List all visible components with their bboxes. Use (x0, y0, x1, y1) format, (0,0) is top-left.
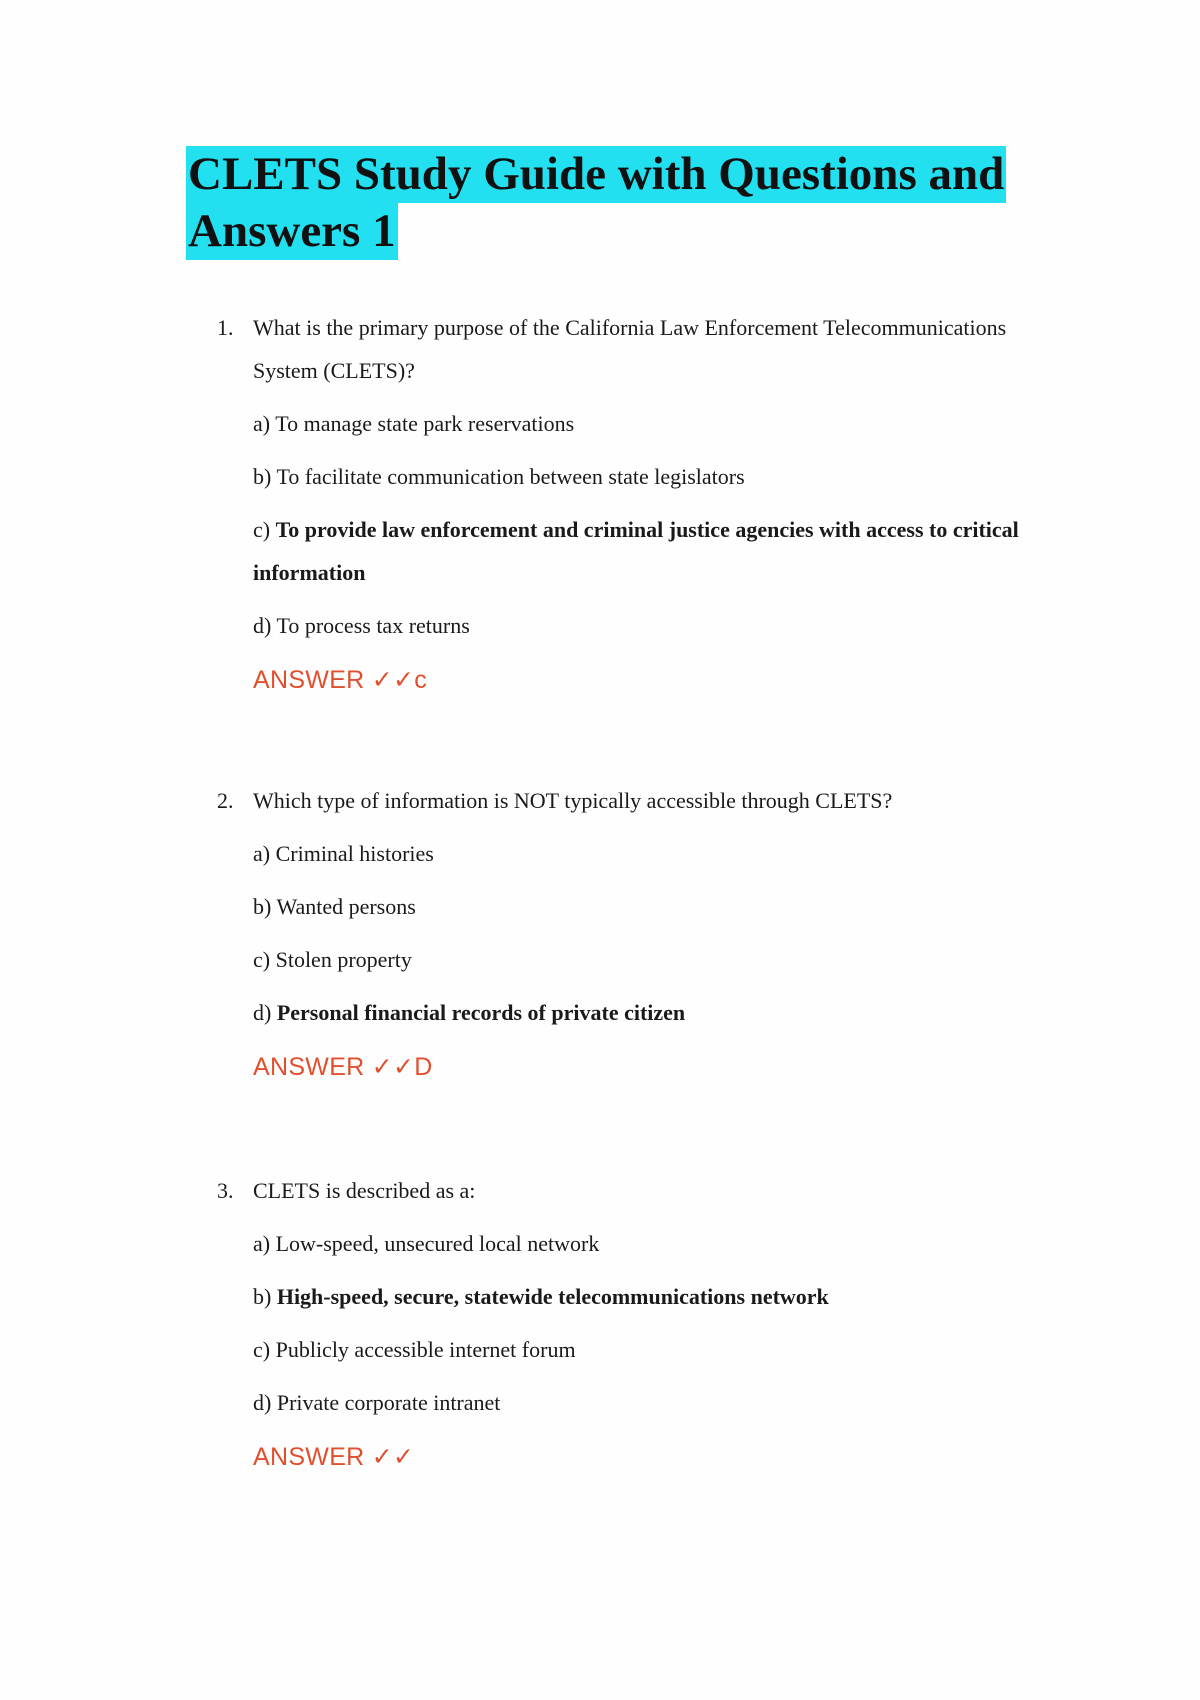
option-a (253, 402, 1037, 445)
option-letter: b) (253, 1284, 272, 1309)
question-text: Which type of information is NOT typically accessible through CLETS? (253, 788, 893, 813)
option-b (253, 885, 1037, 928)
option-letter: b) (253, 464, 272, 489)
option-d (253, 1381, 1037, 1424)
option-text: To provide law enforcement and criminal justice agencies with access to critical information (253, 517, 1019, 585)
option-letter: a) (253, 1231, 271, 1256)
question-number: 1. (217, 315, 234, 340)
question-text: CLETS is described as a: (253, 1178, 476, 1203)
option-letter: c) (253, 1337, 271, 1362)
option-b (253, 1275, 1037, 1318)
option-text: High-speed, secure, statewide telecommunications network (276, 1284, 829, 1309)
question-3 (217, 1169, 1037, 1474)
option-letter: d) (253, 1390, 272, 1415)
question-text: What is the primary purpose of the California Law Enforcement Telecommunications System (CLETS)? (253, 315, 1007, 383)
option-text: Stolen property (275, 947, 412, 972)
title-line-1: CLETS Study Guide with Questions and (186, 146, 1006, 203)
option-c (253, 1328, 1037, 1371)
option-text: Personal financial records of private citizen (276, 1000, 686, 1025)
option-c (253, 508, 1037, 594)
option-text: To facilitate communication between state legislators (276, 464, 745, 489)
option-text: Private corporate intranet (276, 1390, 501, 1415)
option-letter: b) (253, 894, 272, 919)
answer-label: ANSWER ✓✓c (253, 666, 428, 694)
question-stem (217, 779, 1037, 822)
page-title (186, 146, 1005, 260)
question-number: 3. (217, 1178, 234, 1203)
answer-label: ANSWER ✓✓ (253, 1443, 415, 1471)
option-text: Publicly accessible internet forum (275, 1337, 576, 1362)
option-d (253, 604, 1037, 647)
option-text: To manage state park reservations (275, 411, 575, 436)
option-text: To process tax returns (276, 613, 470, 638)
option-letter: a) (253, 411, 271, 436)
option-letter: d) (253, 1000, 272, 1025)
question-stem (217, 1169, 1037, 1212)
option-letter: c) (253, 517, 271, 542)
option-text: Low-speed, unsecured local network (275, 1231, 600, 1256)
option-letter: d) (253, 613, 272, 638)
option-letter: a) (253, 841, 271, 866)
option-a (253, 1222, 1037, 1265)
question-2 (217, 779, 1037, 1084)
title-line-2: Answers 1 (186, 203, 398, 260)
question-1 (217, 306, 1037, 697)
option-a (253, 832, 1037, 875)
option-text: Wanted persons (276, 894, 416, 919)
option-letter: c) (253, 947, 271, 972)
question-stem (217, 306, 1037, 392)
answer-label: ANSWER ✓✓D (253, 1053, 433, 1081)
option-c (253, 938, 1037, 981)
question-number: 2. (217, 788, 234, 813)
option-d (253, 991, 1037, 1034)
option-text: Criminal histories (275, 841, 434, 866)
option-b (253, 455, 1037, 498)
